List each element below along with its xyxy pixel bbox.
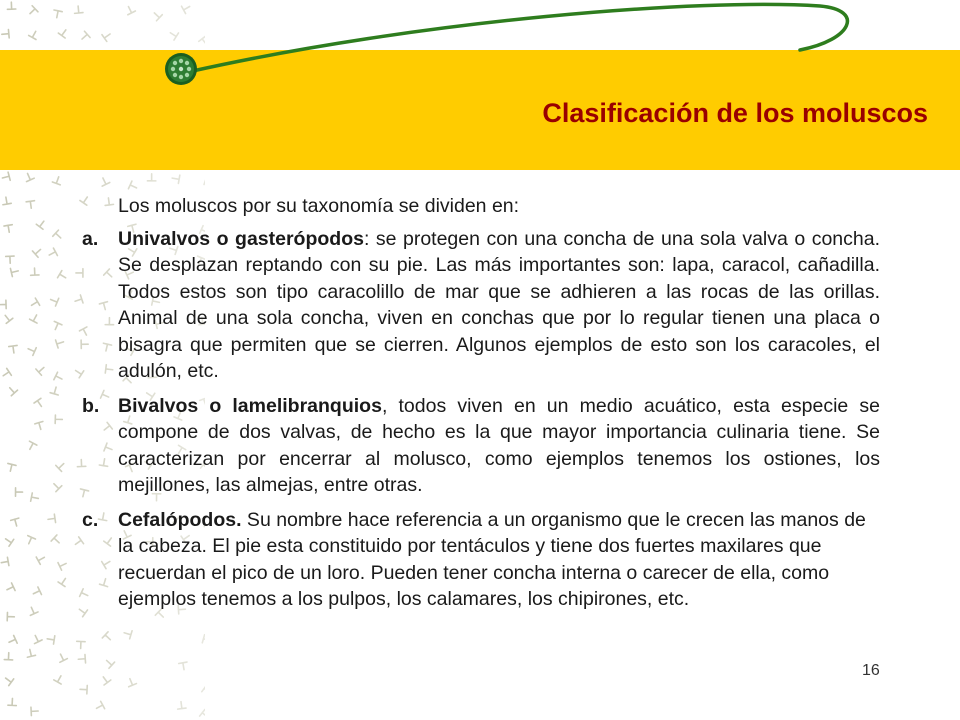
list-item-term: Bivalvos o lamelibranquios (118, 394, 382, 417)
list-item-body (118, 226, 880, 385)
list-item-bivalvos (82, 393, 880, 499)
list-item-body (118, 393, 880, 499)
list-item-text: Su nombre hace referencia a un organismo que le crecen las manos de la cabeza. El pie esta constituido por tentáculos y tiene dos fuertes maxilares que recuerdan el pico de un loro. Pueden tener concha interna o carecer de ella, como ejemplos tenemos a los pulpos, los calamares, los chipirones, etc. (118, 508, 866, 610)
intro-text: Los moluscos por su taxonomía se dividen en: (118, 195, 520, 217)
list-letter: c. (82, 508, 99, 531)
list-item-term: Cefalópodos. (118, 508, 242, 531)
list-item-univalvos (82, 226, 880, 385)
list-item-text: , todos viven en un medio acuático, esta especie se compone de dos valvas, de hecho es la que mayor importancia culinaria tiene. Se caracterizan por encerrar al molusco, como ejemplos tenemos los ostiones, los mejillones, las almejas, entre otras. (118, 394, 880, 496)
list-item-term: Univalvos o gasterópodos (118, 227, 364, 250)
slide-content (82, 193, 880, 621)
list-letter: a. (82, 227, 99, 250)
list-letter: b. (82, 394, 100, 417)
slide-title: Clasificación de los moluscos (542, 98, 928, 128)
list-item-body (118, 507, 880, 613)
slide-number: 16 (862, 662, 880, 679)
list-item-cefalopodos (82, 507, 880, 613)
list-item-text: : se protegen con una concha de una sola valva o concha. Se desplazan reptando con su pie. Las más importantes son: lapa, caracol, cañadilla. Todos estos son tipo caracolillo de mar que se adhieren a las rocas de las orillas. Animal de una sola concha, viven en conchas que por lo regular tienen una placa o bisagra que permiten que se cierren. Algunos ejemplos de esto son los caracoles, el adulón, etc. (118, 227, 880, 382)
